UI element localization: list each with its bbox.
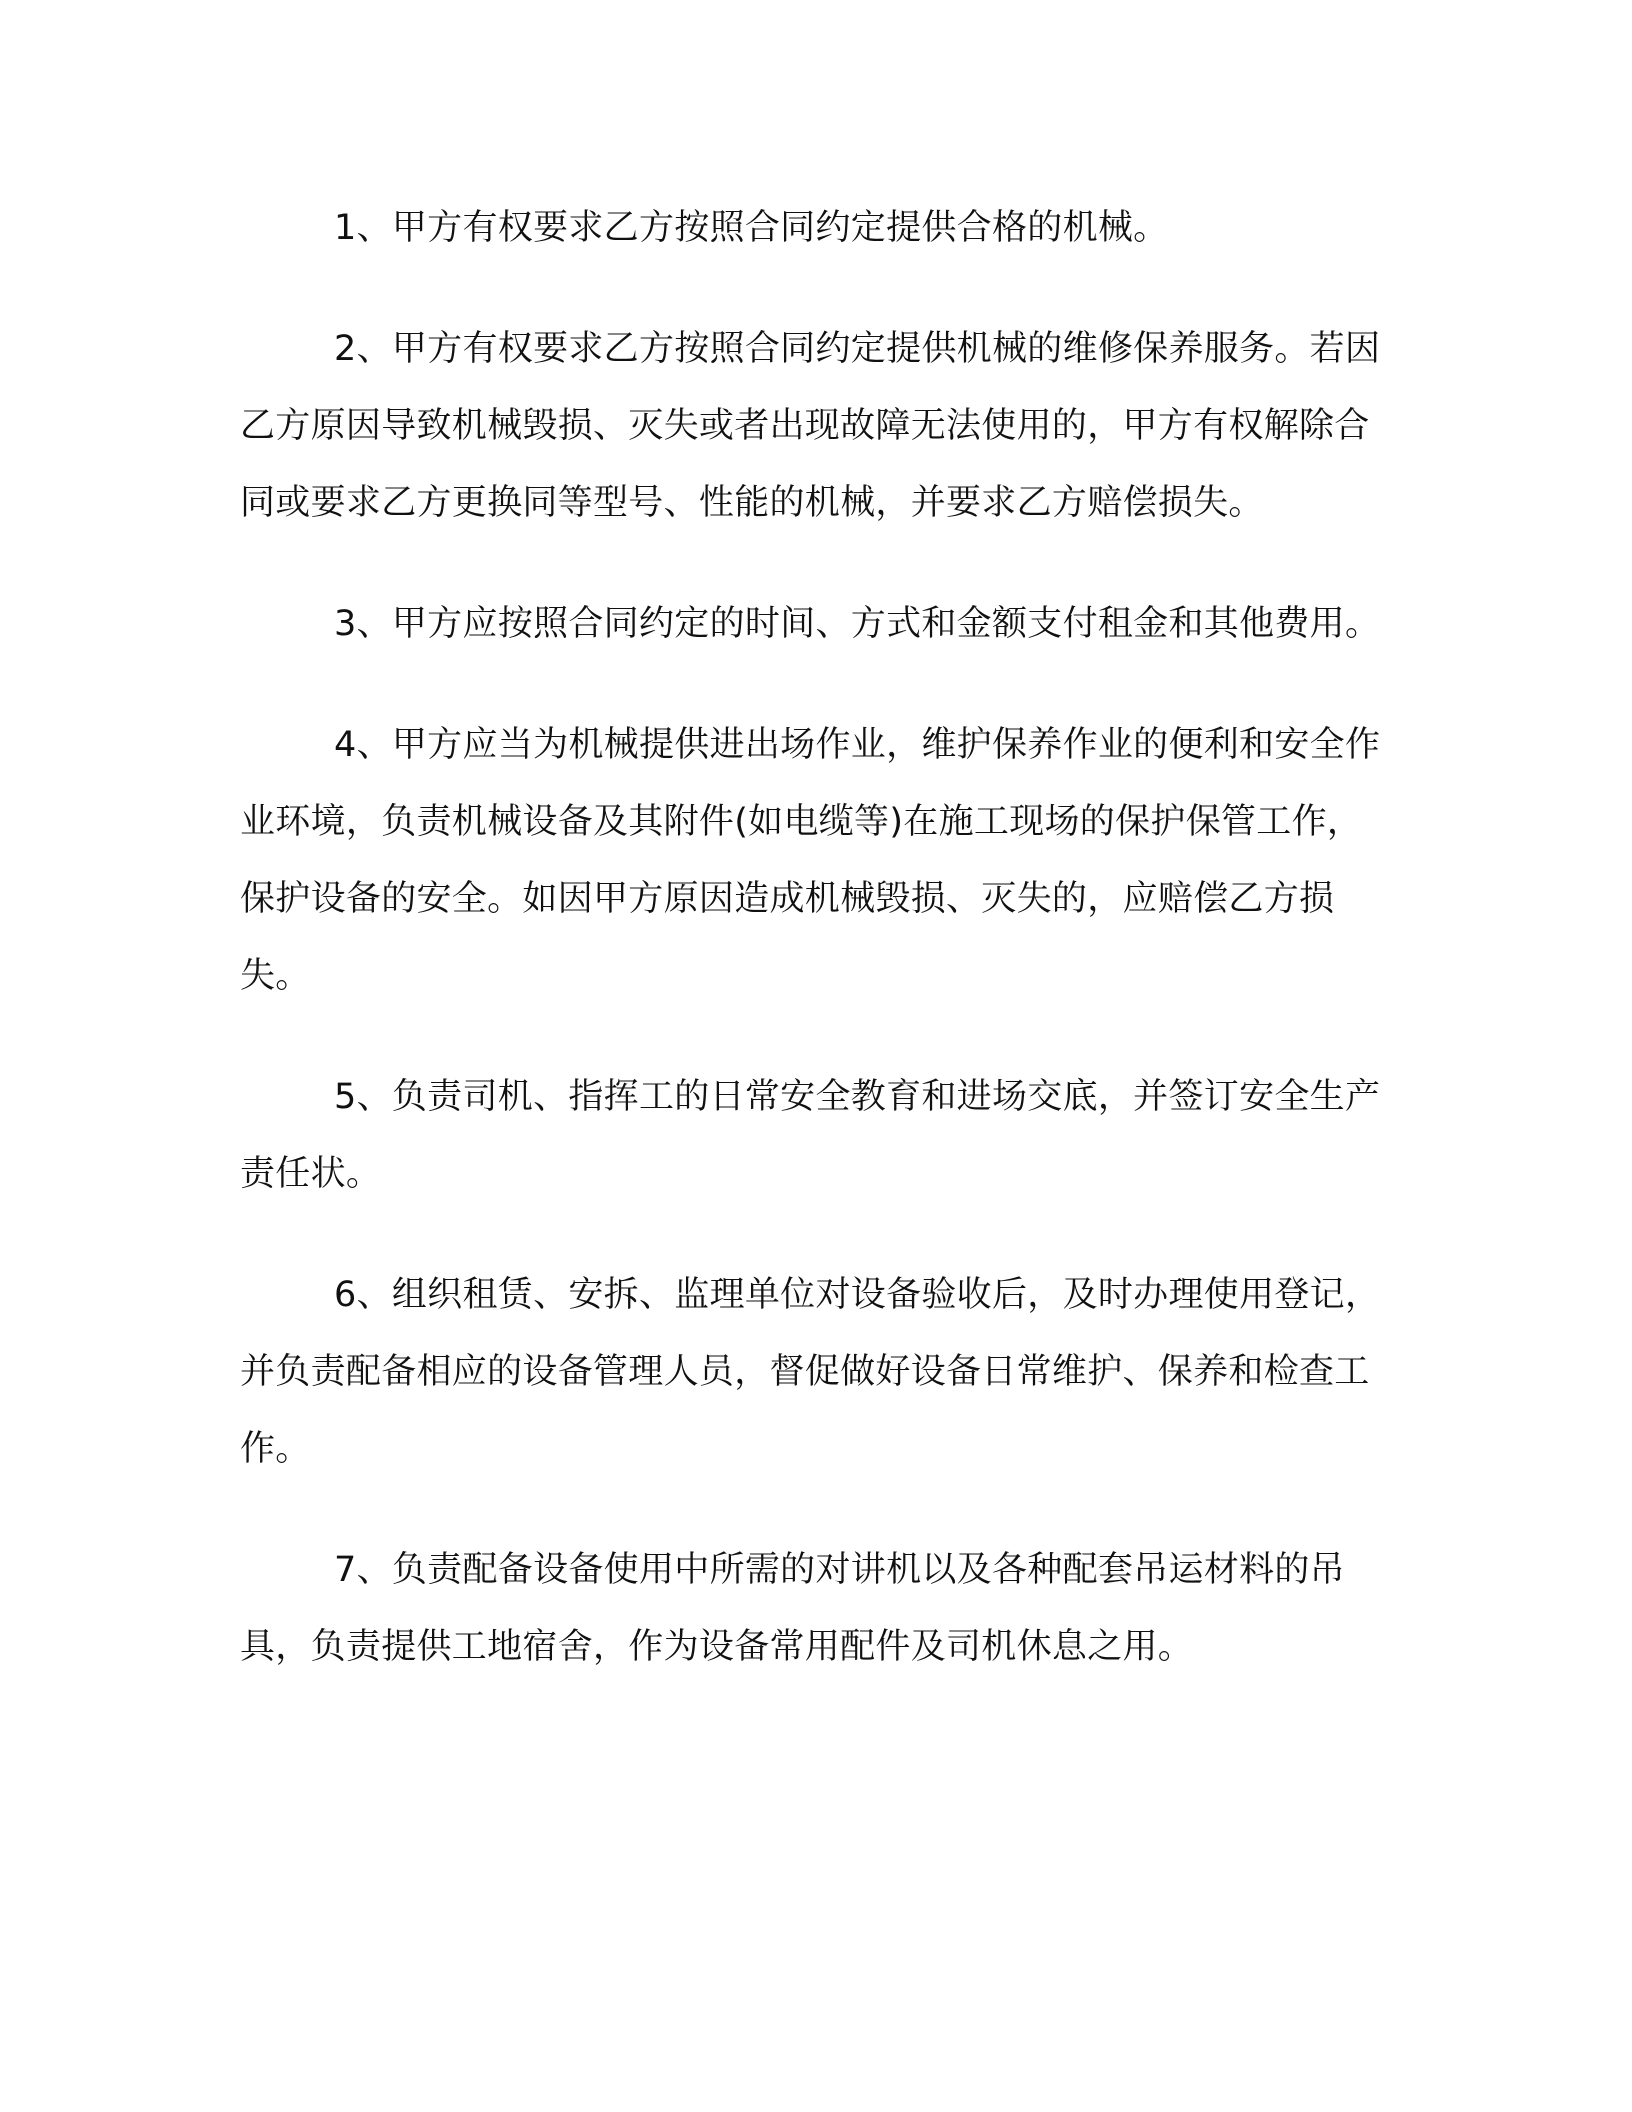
clause-7: 7、负责配备设备使用中所需的对讲机以及各种配套吊运材料的吊具，负责提供工地宿舍，作为设备常用配件及司机休息之用。 [240, 1550, 1345, 1667]
clause-2: 2、甲方有权要求乙方按照合同约定提供机械的维修保养服务。若因乙方原因导致机械毁损、灭失或者出现故障无法使用的，甲方有权解除合同或要求乙方更换同等型号、性能的机械，并要求乙方赔偿损失。 [240, 329, 1381, 523]
clause-4: 4、甲方应当为机械提供进出场作业，维护保养作业的便利和安全作业环境，负责机械设备及其附件(如电缆等)在施工现场的保护保管工作，保护设备的安全。如因甲方原因造成机械毁损、灭失的，应赔偿乙方损失。 [240, 725, 1381, 996]
clause-3: 3、甲方应按照合同约定的时间、方式和金额支付租金和其他费用。 [334, 604, 1381, 644]
clause-1: 1、甲方有权要求乙方按照合同约定提供合格的机械。 [334, 208, 1169, 248]
clause-5: 5、负责司机、指挥工的日常安全教育和进场交底，并签订安全生产责任状。 [240, 1077, 1381, 1194]
clause-6: 6、组织租赁、安拆、监理单位对设备验收后，及时办理使用登记，并负责配备相应的设备管理人员，督促做好设备日常维护、保养和检查工作。 [240, 1275, 1381, 1469]
document-body [240, 190, 1390, 1730]
